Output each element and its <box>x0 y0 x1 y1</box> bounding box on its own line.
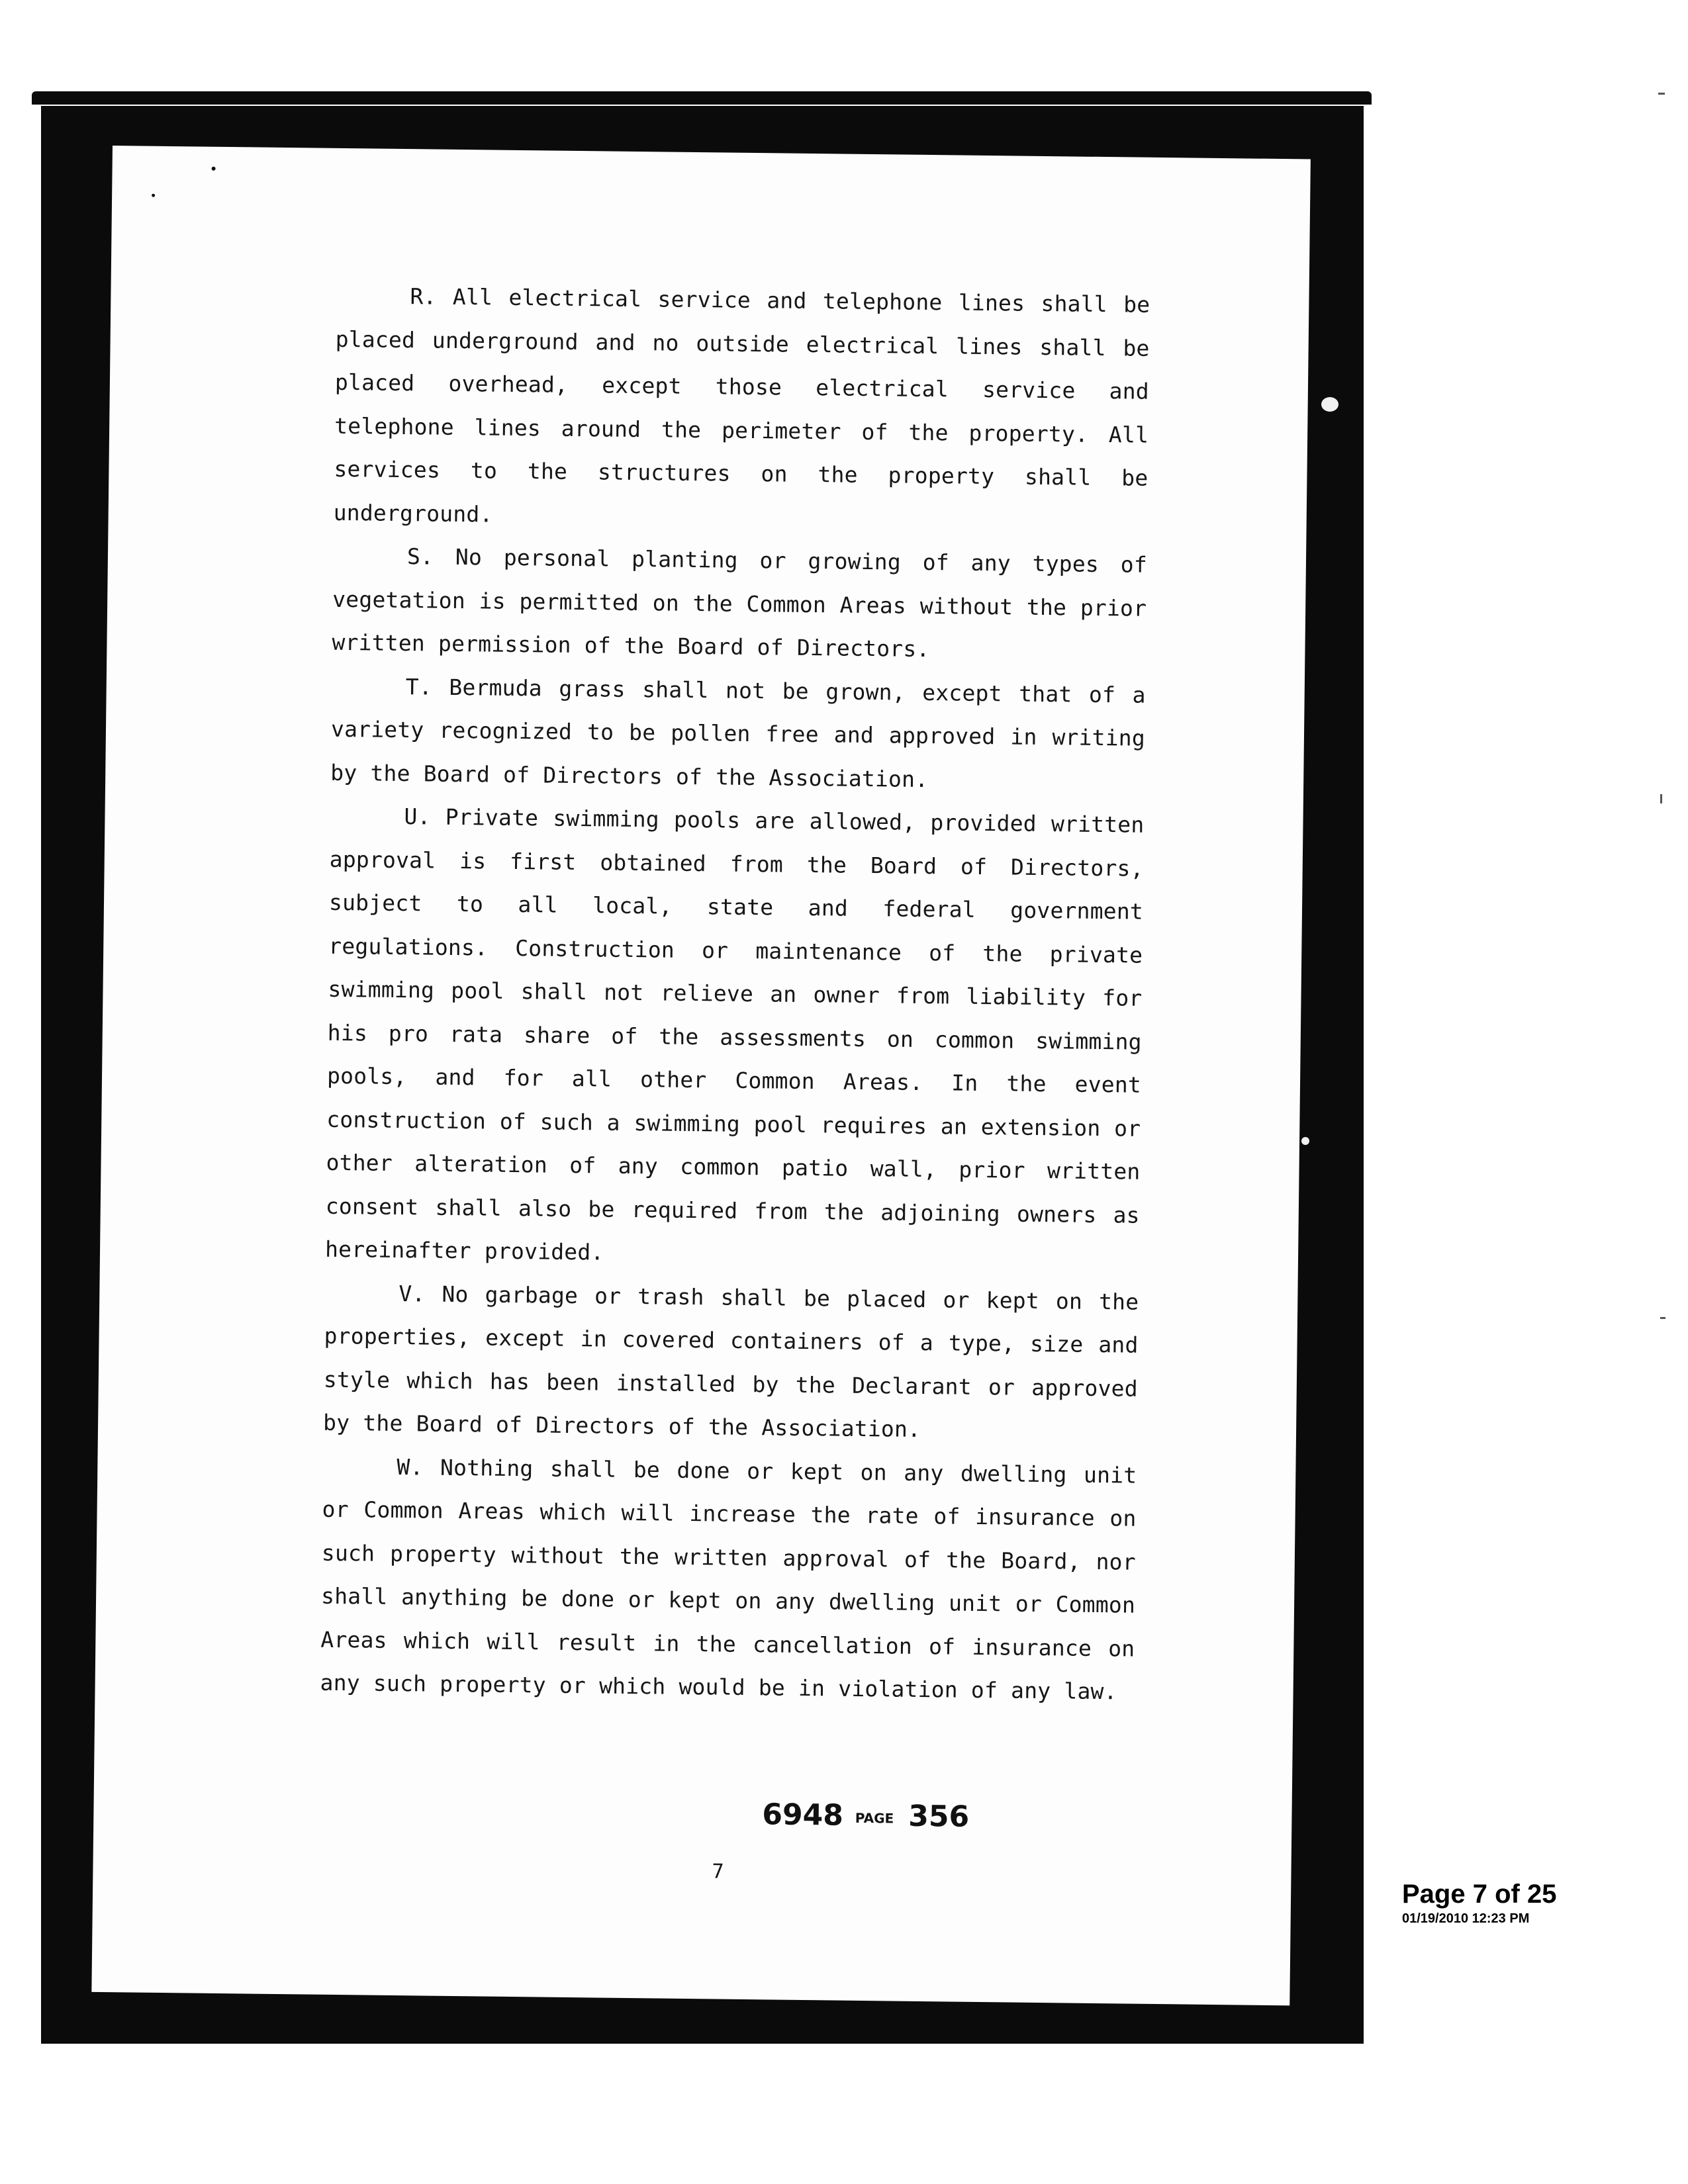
paragraph-r: R. All electrical service and telephone lines shall be placed underground and no outside electrical lines shall be placed overhead, except those electrical service and telephone lines around the perimeter of the property. All services to the structures on the property shall be underground. <box>333 283 1150 527</box>
book-page-label: PAGE <box>855 1809 894 1827</box>
scan-speck <box>1301 1137 1309 1145</box>
print-timestamp: 01/19/2010 12:23 PM <box>1402 1911 1530 1926</box>
page-count-stamp: Page 7 of 25 <box>1402 1880 1557 1909</box>
scan-top-edge <box>32 91 1372 105</box>
book-page-reference <box>762 1797 969 1834</box>
scan-speck <box>152 194 155 197</box>
book-number: 6948 <box>762 1797 844 1833</box>
paragraph-t: T. Bermuda grass shall not be grown, except that of a variety recognized to be pollen free and approved in writing by the Board of Directors of the Association. <box>330 673 1146 792</box>
paragraph-s: S. No personal planting or growing of any types of vegetation is permitted on the Common Areas without the prior written permission of the Board of Directors. <box>332 543 1148 662</box>
scan-speck <box>1321 397 1338 412</box>
edge-mark <box>1660 1317 1665 1319</box>
paragraph-v: V. No garbage or trash shall be placed or kept on the properties, except in covered containers of a type, size and style which has been installed by the Declarant or approved by the Board of Directors of the Association. <box>322 1280 1139 1442</box>
edge-mark <box>1658 93 1665 95</box>
paragraph-w: W. Nothing shall be done or kept on any dwelling unit or Common Areas which will increase the rate of insurance on such property without the written approval of the Board, nor shall anything be done or kept on any dwelling unit or Common Areas which will result in the cancellation of insurance on any such property or which would be in violation of any law. <box>320 1453 1137 1705</box>
page-number: 7 <box>712 1860 724 1884</box>
document-page <box>91 146 1311 2005</box>
document-body <box>320 274 1150 1713</box>
book-page-number: 356 <box>908 1799 970 1834</box>
paragraph-u: U. Private swimming pools are allowed, provided written approval is first obtained from the Board of Directors, subject to all local, state and federal government regulations. Construction or maintenance of the private swimming pool shall not relieve an owner from liability for his pro rata share of the assessments on common swimming pools, and for all other Common Areas. In the event construction of such a swimming pool requires an extension or other alteration of any common patio wall, prior written consent shall also be required from the adjoining owners as hereinafter provided. <box>324 803 1145 1265</box>
edge-mark <box>1660 794 1662 803</box>
scan-speck <box>212 167 216 171</box>
